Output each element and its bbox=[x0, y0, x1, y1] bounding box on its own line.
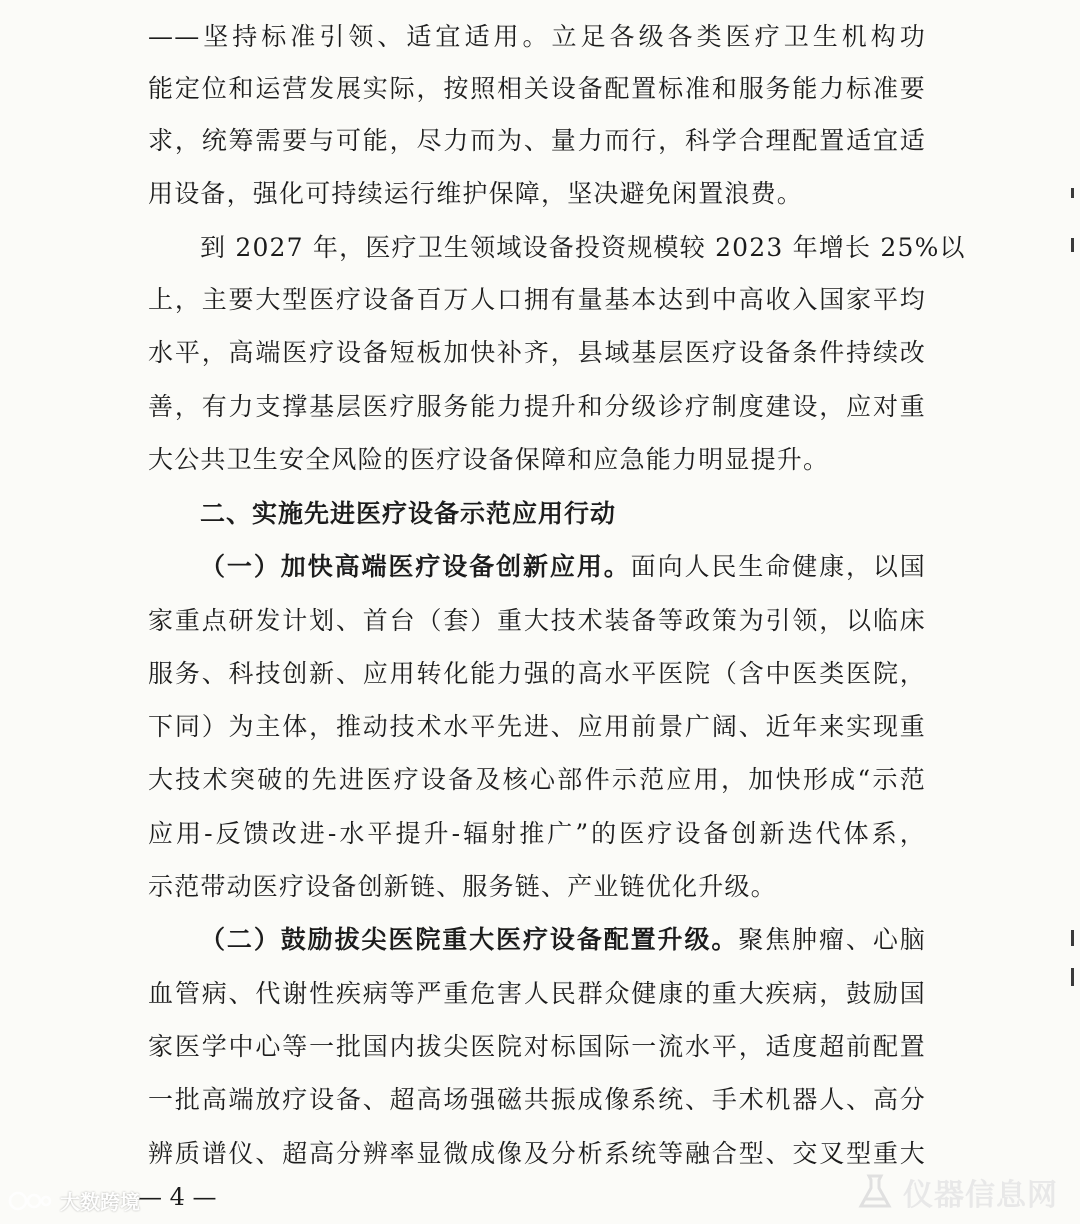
text-line: 一批高端放疗设备、超高场强磁共振成像系统、手术机器人、高分 bbox=[148, 1085, 926, 1114]
watermark-right bbox=[855, 1170, 1058, 1214]
paragraph-lead: （二）鼓励拔尖医院重大医疗设备配置升级。 bbox=[200, 925, 739, 954]
watermark-right-text: 仪器信息网 bbox=[903, 1178, 1058, 1213]
text-line: 善，有力支撑基层医疗服务能力提升和分级诊疗制度建设，应对重 bbox=[148, 392, 926, 421]
text-line: 水平，高端医疗设备短板加快补齐，县域基层医疗设备条件持续改 bbox=[148, 338, 926, 367]
scan-edge-mark bbox=[1071, 238, 1074, 252]
text-line: ——坚持标准引领、适宜适用。立足各级各类医疗卫生机构功 bbox=[148, 22, 926, 51]
scan-edge-mark bbox=[1071, 930, 1074, 946]
text-line: 应用-反馈改进-水平提升-辐射推广”的医疗设备创新迭代体系， bbox=[148, 819, 926, 848]
page-number: — 4 — bbox=[138, 1183, 217, 1211]
text-line: 用设备，强化可持续运行维护保障，坚决避免闲置浪费。 bbox=[148, 179, 804, 208]
text-line: 血管病、代谢性疾病等严重危害人民群众健康的重大疾病，鼓励国 bbox=[148, 979, 926, 1008]
paragraph-first-line bbox=[200, 550, 926, 584]
paragraph-text: 聚焦肿瘤、心脑 bbox=[738, 925, 926, 954]
text-line: 家重点研发计划、首台（套）重大技术装备等政策为引领，以临床 bbox=[148, 606, 926, 635]
section-heading: 二、实施先进医疗设备示范应用行动 bbox=[200, 499, 617, 528]
text-line: 上，主要大型医疗设备百万人口拥有量基本达到中高收入国家平均 bbox=[148, 285, 926, 314]
text-line: 能定位和运营发展实际，按照相关设备配置标准和服务能力标准要 bbox=[148, 74, 926, 103]
paragraph-text: 面向人民生命健康，以国 bbox=[630, 552, 927, 581]
text-line: 下同）为主体，推动技术水平先进、应用前景广阔、近年来实现重 bbox=[148, 712, 926, 741]
paragraph-first-line bbox=[200, 923, 926, 957]
flask-icon bbox=[855, 1172, 895, 1212]
text-line: 大技术突破的先进医疗设备及核心部件示范应用，加快形成“示范 bbox=[148, 765, 926, 794]
text-line: 服务、科技创新、应用转化能力强的高水平医院（含中医类医院， bbox=[148, 659, 926, 688]
paragraph-lead: （一）加快高端医疗设备创新应用。 bbox=[200, 552, 631, 581]
watermark-left bbox=[8, 1186, 140, 1215]
watermark-logo-icon bbox=[8, 1190, 54, 1212]
text-line: 到 2027 年，医疗卫生领域设备投资规模较 2023 年增长 25%以 bbox=[200, 233, 966, 262]
text-line: 示范带动医疗设备创新链、服务链、产业链优化升级。 bbox=[148, 872, 777, 901]
scan-edge-mark bbox=[1071, 968, 1074, 986]
scan-edge-mark bbox=[1071, 188, 1074, 198]
watermark-left-text: 大数跨境 bbox=[60, 1190, 140, 1214]
text-line: 家医学中心等一批国内拔尖医院对标国际一流水平，适度超前配置 bbox=[148, 1032, 926, 1061]
text-line: 辨质谱仪、超高分辨率显微成像及分析系统等融合型、交叉型重大 bbox=[148, 1139, 926, 1168]
text-line: 求，统筹需要与可能，尽力而为、量力而行，科学合理配置适宜适 bbox=[148, 126, 926, 155]
text-line: 大公共卫生安全风险的医疗设备保障和应急能力明显提升。 bbox=[148, 445, 830, 474]
